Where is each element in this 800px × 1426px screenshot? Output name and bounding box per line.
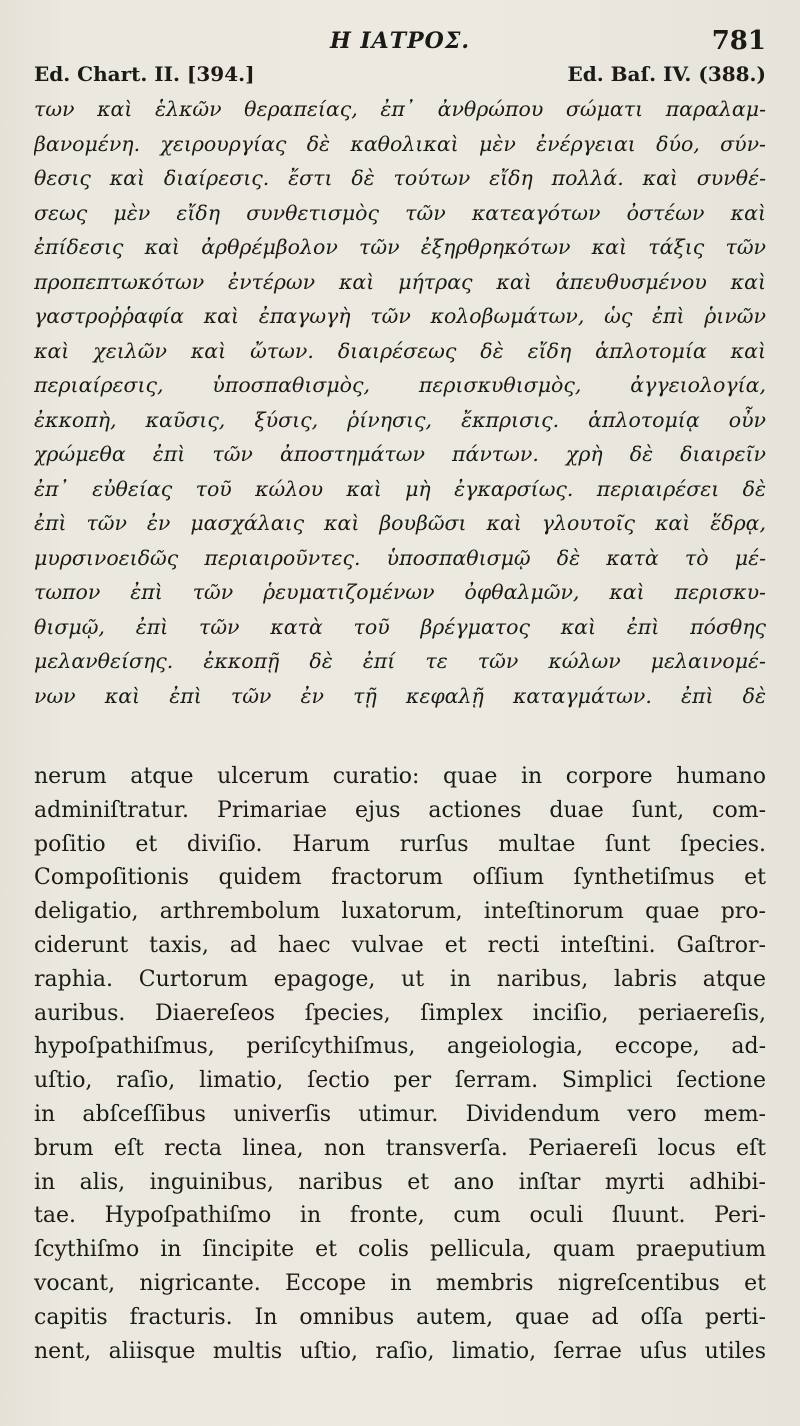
greek-line: ἐκκοπὴ, καῦσις, ξύσις, ῥίνησις, ἔκπρισις. ἁπλοτομίᾳ οὖν — [34, 407, 766, 432]
edition-reference-line — [34, 62, 766, 90]
page-number: 781 — [711, 26, 766, 56]
greek-line: ἐπὶ τῶν ἐν μασχάλαις καὶ βουβῶσι καὶ γλουτοῖς καὶ ἕδρᾳ, — [34, 511, 766, 535]
page-header — [34, 22, 766, 62]
greek-line: προπεπτωκότων ἐντέρων καὶ μήτρας καὶ ἀπευθυσμένου καὶ — [34, 269, 766, 294]
latin-line: deligatio, arthrembolum luxatorum, inteſtinorum quae pro- — [34, 899, 766, 925]
greek-line: τωπον ἐπὶ τῶν ῥευματιζομένων ὀφθαλμῶν, καὶ περισκυ- — [34, 580, 766, 604]
greek-line: περιαίρεσις, ὑποσπαθισμὸς, περισκυθισμὸς, ἀγγειολογία, — [34, 373, 766, 397]
latin-line: raphia. Curtorum epagoge, ut in naribus, labris atque — [34, 966, 766, 992]
greek-line: βανομένη. χειρουργίας δὲ καθολικαὶ μὲν ἐνέργειαι δύο, σύν- — [34, 131, 766, 156]
latin-line: capitis fracturis. In omnibus autem, quae ad oſſa perti- — [34, 1304, 766, 1330]
greek-line: χρώμεθα ἐπὶ τῶν ἀποστημάτων πάντων. χρὴ δὲ διαιρεῖν — [34, 442, 766, 466]
latin-line: uſtio, raſio, limatio, ſectio per ſerram. Simplici ſectione — [34, 1068, 766, 1094]
greek-text-block — [34, 92, 766, 713]
latin-line: in abſceſſibus univerſis utimur. Dividendum vero mem- — [34, 1101, 766, 1127]
greek-line: μελανθείσης. ἐκκοπῇ δὲ ἐπί τε τῶν κώλων μελαινομέ- — [34, 649, 766, 673]
latin-line: in alis, inguinibus, naribus et ano inſtar myrti adhibi- — [34, 1169, 766, 1195]
latin-text-block — [34, 760, 766, 1368]
latin-line: nent, aliisque multis uſtio, raſio, limatio, ſerrae uſus utiles — [34, 1338, 766, 1364]
greek-line: νων καὶ ἐπὶ τῶν ἐν τῇ κεφαλῇ καταγμάτων. ἐπὶ δὲ — [34, 683, 766, 708]
latin-line: poſitio et diviſio. Harum rurſus multae ſunt ſpecies. — [34, 831, 766, 857]
latin-line: ciderunt taxis, ad haec vulvae et recti inteſtini. Gaſtror- — [34, 932, 766, 958]
latin-line: Compoſitionis quidem fractorum oſſium ſynthetiſmus et — [34, 865, 766, 891]
edition-basel-reference: Ed. Baſ. IV. (388.) — [567, 62, 766, 86]
greek-line: θισμῷ, ἐπὶ τῶν κατὰ τοῦ βρέγματος καὶ ἐπὶ πόσθης — [34, 614, 766, 639]
greek-line: θεσις καὶ διαίρεσις. ἔστι δὲ τούτων εἴδη πολλά. καὶ συνθέ- — [34, 166, 766, 190]
greek-line: ἐπίδεσις καὶ ἀρθρέμβολον τῶν ἐξηρθρηκότων καὶ τάξις τῶν — [34, 235, 766, 259]
latin-line: vocant, nigricante. Eccope in membris nigreſcentibus et — [34, 1270, 766, 1296]
latin-line: ſcythiſmo in ſincipite et colis pellicula, quam praeputium — [34, 1237, 766, 1263]
latin-line: adminiſtratur. Primariae ejus actiones duae ſunt, com- — [34, 797, 766, 823]
latin-line: hypoſpathiſmus, periſcythiſmus, angeiologia, eccope, ad- — [34, 1034, 766, 1060]
greek-line: των καὶ ἑλκῶν θεραπείας, ἐπ᾽ ἀνθρώπου σώματι παραλαμ- — [34, 97, 766, 121]
latin-line: nerum atque ulcerum curatio: quae in corpore humano — [34, 764, 766, 789]
greek-line: καὶ χειλῶν καὶ ὤτων. διαιρέσεως δὲ εἴδη ἁπλοτομία καὶ — [34, 338, 766, 363]
greek-line: γαστροῤῥαφία καὶ ἐπαγωγὴ τῶν κολοβωμάτων, ὡς ἐπὶ ῥινῶν — [34, 304, 766, 328]
greek-line: μυρσινοειδῶς περιαιροῦντες. ὑποσπαθισμῷ δὲ κατὰ τὸ μέ- — [34, 545, 766, 570]
greek-line: ἐπ᾽ εὐθείας τοῦ κώλου καὶ μὴ ἐγκαρσίως. περιαιρέσει δὲ — [34, 476, 766, 501]
edition-chart-reference: Ed. Chart. II. [394.] — [34, 62, 255, 86]
running-title: Η ΙΑΤΡΟΣ. — [329, 28, 471, 54]
latin-line: auribus. Diaereſeos ſpecies, ſimplex inciſio, periaereſis, — [34, 1000, 766, 1026]
greek-line: σεως μὲν εἴδη συνθετισμὸς τῶν κατεαγότων ὀστέων καὶ — [34, 200, 766, 225]
latin-line: tae. Hypoſpathiſmo in fronte, cum oculi ſluunt. Peri- — [34, 1203, 766, 1229]
latin-line: brum eſt recta linea, non transverſa. Periaereſi locus eſt — [34, 1135, 766, 1161]
